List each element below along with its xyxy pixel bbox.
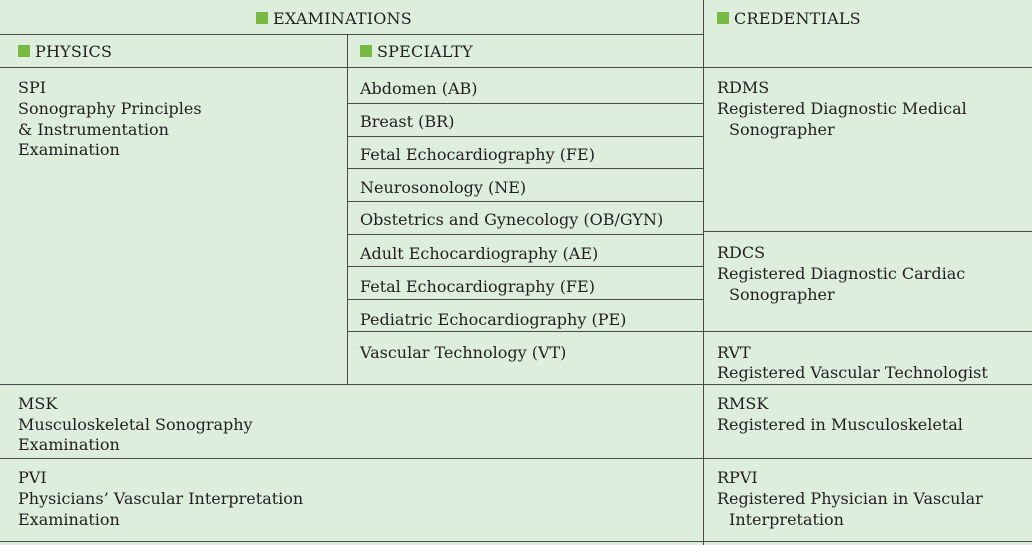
spi-line1: Sonography Principles — [18, 99, 202, 118]
specialty-separator — [347, 201, 703, 202]
physics-header — [18, 41, 112, 61]
specialty-separator — [347, 331, 703, 332]
rule-below-msk-block — [0, 458, 1032, 459]
specialty-item: Abdomen (AB) — [360, 79, 478, 98]
rmsk-code: RMSK — [717, 394, 769, 413]
green-square-icon — [18, 45, 30, 57]
rmsk-line1: Registered in Musculoskeletal — [717, 415, 963, 434]
specialty-header-label: SPECIALTY — [377, 41, 473, 61]
msk-line2: Examination — [18, 435, 120, 454]
specialty-item: Pediatric Echocardiography (PE) — [360, 310, 627, 329]
specialty-separator — [347, 168, 703, 169]
rdcs-line1: Registered Diagnostic Cardiac — [717, 264, 966, 283]
specialty-separator — [347, 266, 703, 267]
rpvi-line2: Interpretation — [729, 510, 844, 529]
msk-line1: Musculoskeletal Sonography — [18, 415, 253, 434]
spi-line3: Examination — [18, 140, 120, 159]
rpvi-line1: Registered Physician in Vascular — [717, 489, 983, 508]
specialty-item: Fetal Echocardiography (FE) — [360, 277, 595, 296]
rule-below-examinations-header — [0, 34, 703, 35]
green-square-icon — [360, 45, 372, 57]
specialty-separator — [347, 299, 703, 300]
rdcs-code: RDCS — [717, 243, 766, 262]
spi-code: SPI — [18, 78, 47, 97]
specialty-item: Vascular Technology (VT) — [360, 343, 567, 362]
green-square-icon — [256, 12, 268, 24]
specialty-header — [360, 41, 473, 61]
rdcs-line2: Sonographer — [729, 285, 835, 304]
msk-code: MSK — [18, 394, 58, 413]
credentials-header-label: CREDENTIALS — [734, 8, 861, 28]
green-square-icon — [717, 12, 729, 24]
specialty-item: Obstetrics and Gynecology (OB/GYN) — [360, 210, 664, 229]
rdms-line2: Sonographer — [729, 120, 835, 139]
specialty-item: Adult Echocardiography (AE) — [360, 244, 599, 263]
divider-examinations-credentials — [703, 0, 704, 545]
rule-below-rdms — [703, 231, 1032, 232]
rule-below-rdcs — [703, 331, 1032, 332]
rule-below-spi-block — [0, 384, 1032, 385]
rvt-code: RVT — [717, 343, 751, 362]
rule-bottom — [0, 541, 1032, 542]
physics-header-label: PHYSICS — [35, 41, 113, 61]
pvi-line2: Examination — [18, 510, 120, 529]
examinations-header-label: EXAMINATIONS — [273, 8, 412, 28]
specialty-separator — [347, 103, 703, 104]
specialty-separator — [347, 234, 703, 235]
rpvi-code: RPVI — [717, 468, 758, 487]
rvt-line1: Registered Vascular Technologist — [717, 363, 988, 382]
spi-line2: & Instrumentation — [18, 120, 169, 139]
specialty-item: Neurosonology (NE) — [360, 178, 527, 197]
rdms-line1: Registered Diagnostic Medical — [717, 99, 967, 118]
pvi-code: PVI — [18, 468, 47, 487]
specialty-item: Breast (BR) — [360, 112, 455, 131]
examinations-header — [256, 8, 412, 28]
credentials-header — [717, 8, 861, 28]
pvi-line1: Physicians’ Vascular Interpretation — [18, 489, 304, 508]
rule-below-subheaders — [0, 67, 1032, 68]
rdms-code: RDMS — [717, 78, 770, 97]
specialty-item: Fetal Echocardiography (FE) — [360, 145, 595, 164]
specialty-separator — [347, 136, 703, 137]
